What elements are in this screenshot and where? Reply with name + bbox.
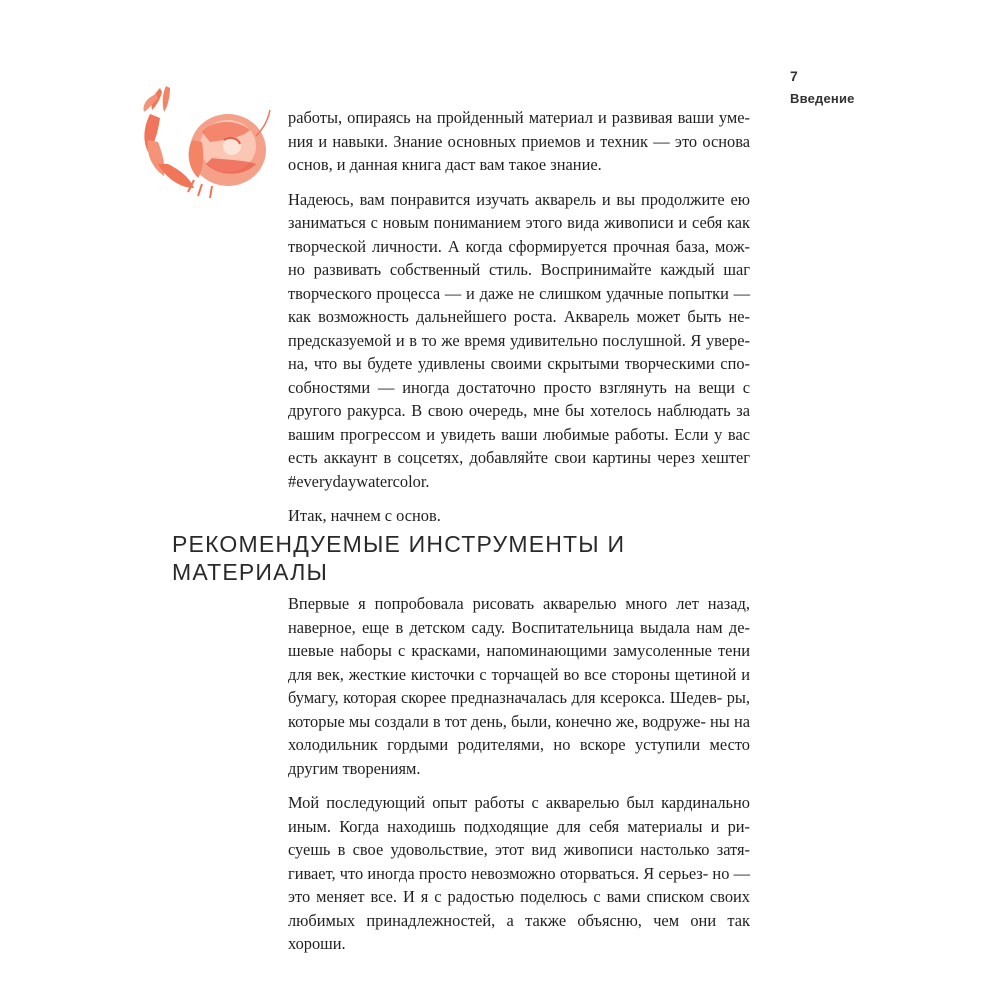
section-paragraph-1: Впервые я попробовала рисовать акварелью много лет назад, наверное, еще в детском саду. Воспитательница выдала нам де- шевые наборы с красками, напоминающими замусоленные тени для век, жесткие кисточки с торчащей во все стороны щетиной и бумагу, которая скорее предназначалась для ксерокса. Шедев- ры, которые мы создали в тот день, были, конечно же, водруже- ны на холодильник гордыми родителями, но вскоре уступили место другим творениям. [288, 594, 750, 778]
intro-paragraph-3: Итак, начнем с основ. [288, 506, 441, 525]
intro-text [288, 106, 750, 539]
intro-paragraph-2: Надеюсь, вам понравится изучать акварель и вы продолжите ею заниматься с новым пониманием этого вида живописи и себя как творческой личности. А когда сформируется прочная база, мож- но развивать собственный стиль. Воспринимайте каждый шаг творческого процесса — и даже не слишком удачные попытки — как возможность дальнейшего роста. Акварель может быть не- предсказуемой и в то же время удивительно послушной. Я увере- на, что вы будете удивлены своими скрытыми творческими спо- собностями — иногда достаточно просто взглянуть на вещи с другого ракурса. В свою очередь, мне бы хотелось наблюдать за вашим прогрессом и увидеть ваши любимые работы. Если у вас есть аккаунт в соцсетях, добавляйте свои картины через хештег #everydaywatercolor. [288, 189, 750, 491]
section-text [288, 592, 750, 967]
page-number: 7 [790, 68, 798, 84]
section-heading: РЕКОМЕНДУЕМЫЕ ИНСТРУМЕНТЫ И МАТЕРИАЛЫ [172, 531, 626, 585]
section-paragraph-2: Мой последующий опыт работы с акварелью был кардинально иным. Когда находишь подходящие для себя материалы и ри- суешь в свое удовольствие, этот вид живописи настолько затя- гивает, что иногда просто невозможно оторваться. Я серьез- но — это меняет все. И я с радостью поделюсь с вами списком своих любимых принадлежностей, а также объясню, чем они так хороши. [288, 793, 750, 953]
watercolor-shrimp-icon [132, 80, 272, 200]
running-header-section: Введение [790, 91, 855, 106]
intro-paragraph-1: работы, опираясь на пройденный материал и развивая ваши уме- ния и навыки. Знание основных приемов и техник — это основа основ, и данная книга даст вам такое знание. [288, 108, 750, 174]
